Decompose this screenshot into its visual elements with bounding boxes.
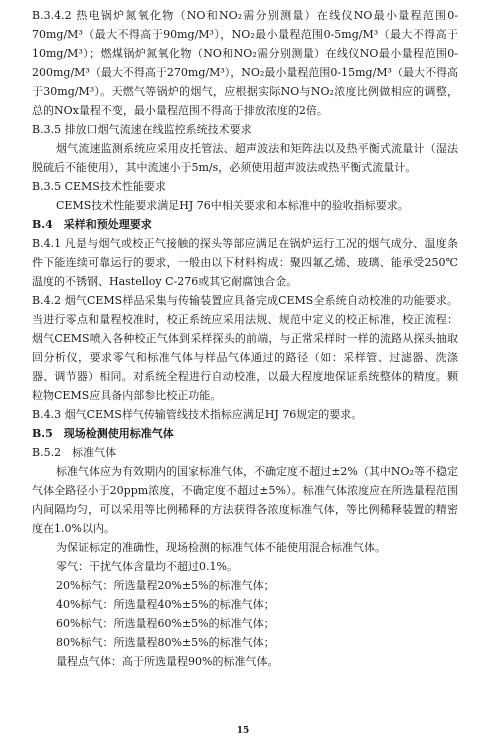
paragraph-flow-system: 烟气流速监测系统应采用皮托管法、超声波法和矩阵法以及热平衡式流量计（湿法脱硫后不能使用），其中流速小于5m/s，必须使用超声波法或热平衡式流量计。	[32, 142, 458, 174]
gas-item-20: 20%标气：所选量程20%±5%的标准气体；	[56, 579, 275, 592]
heading-b-5: B.5 现场检测使用标准气体	[32, 427, 174, 440]
paragraph-b-4-2: B.4.2 烟气CEMS样品采集与传输装置应具备完成CEMS全系统自动校准的功能要求。当进行零点和量程校准时，校正系统应采用法规、规范中定义的校正标准，校正流程：烟气CEMS喷入各种校正气体到采样探头的前端，与正常采样时一样的流路从探头抽取回分析仪，要求零气和标准气体与样品气体通过的路径（如：采样管、过滤器、洗涤器、调节器）相同。对系统全程进行自动校准，以最大程度地保证系统整体的精度。颗粒物CEMS应具备内部参比校正功能。	[32, 294, 458, 402]
paragraph-b-3-4-2: B.3.4.2 热电锅炉氮氧化物（NO和NO₂需分别测量）在线仪NO最小量程范围0-70mg/M³（最大不得高于90mg/M³），NO₂最小量程范围0-5mg/M³（最大不得高于10mg/M³）；燃煤锅炉氮氧化物（NO和NO₂需分别测量）在线仪NO最小量程范围0-200mg/M³（最大不得高于270mg/M³），NO₂最小量程范围0-15mg/M³（最大不得高于30mg/M³）。天燃气等锅炉的烟气，应根据实际NO与NO₂浓度比例做相应的调整，总的NOx量程不变，最小量程范围不得高于排放浓度的2倍。	[32, 9, 458, 117]
document-body	[32, 6, 458, 671]
gas-item-80: 80%标气：所选量程80%±5%的标准气体；	[56, 636, 275, 649]
heading-b-3-5-cems: B.3.5 CEMS技术性能要求	[32, 180, 166, 193]
heading-b-5-2: B.5.2 标准气体	[32, 446, 117, 459]
paragraph-b-4-3: B.4.3 烟气CEMS样气传输管线技术指标应满足HJ 76规定的要求。	[32, 408, 363, 421]
paragraph-no-mixed-gas: 为保证标定的准确性，现场检测的标准气体不能使用混合标准气体。	[56, 541, 386, 554]
heading-b-4: B.4 采样和预处理要求	[32, 218, 152, 231]
paragraph-b-4-1: B.4.1 凡是与烟气或校正气接触的探头等部应满足在锅炉运行工况的烟气成分、温度条件下能连续可靠运行的要求，一般由以下材料构成：聚四氟乙烯、玻璃、能承受250℃温度的不锈钢、Hastelloy C-276或其它耐腐蚀合金。	[32, 237, 458, 288]
gas-item-span: 量程点气体：高于所选量程90%的标准气体。	[56, 655, 279, 668]
gas-item-zero: 零气：干扰气体含量均不超过0.1%。	[56, 560, 238, 573]
gas-item-60: 60%标气：所选量程60%±5%的标准气体；	[56, 617, 275, 630]
gas-item-40: 40%标气：所选量程40%±5%的标准气体；	[56, 598, 275, 611]
paragraph-cems-performance: CEMS技术性能要求满足HJ 76中相关要求和本标准中的验收指标要求。	[56, 199, 409, 212]
page-number: 15	[236, 726, 250, 736]
heading-b-3-5-flow: B.3.5 排放口烟气流速在线监控系统技术要求	[32, 123, 252, 136]
paragraph-standard-gas: 标准气体应为有效期内的国家标准气体，不确定度不超过±2%（其中NO₂等不稳定气体全路径小于20ppm浓度，不确定度不超过±5%）。标准气体浓度应在所选量程范围内间隔均匀，可以采用等比例稀释的方法获得各浓度标准气体，等比例稀释装置的精密度在1.0%以内。	[32, 465, 458, 535]
